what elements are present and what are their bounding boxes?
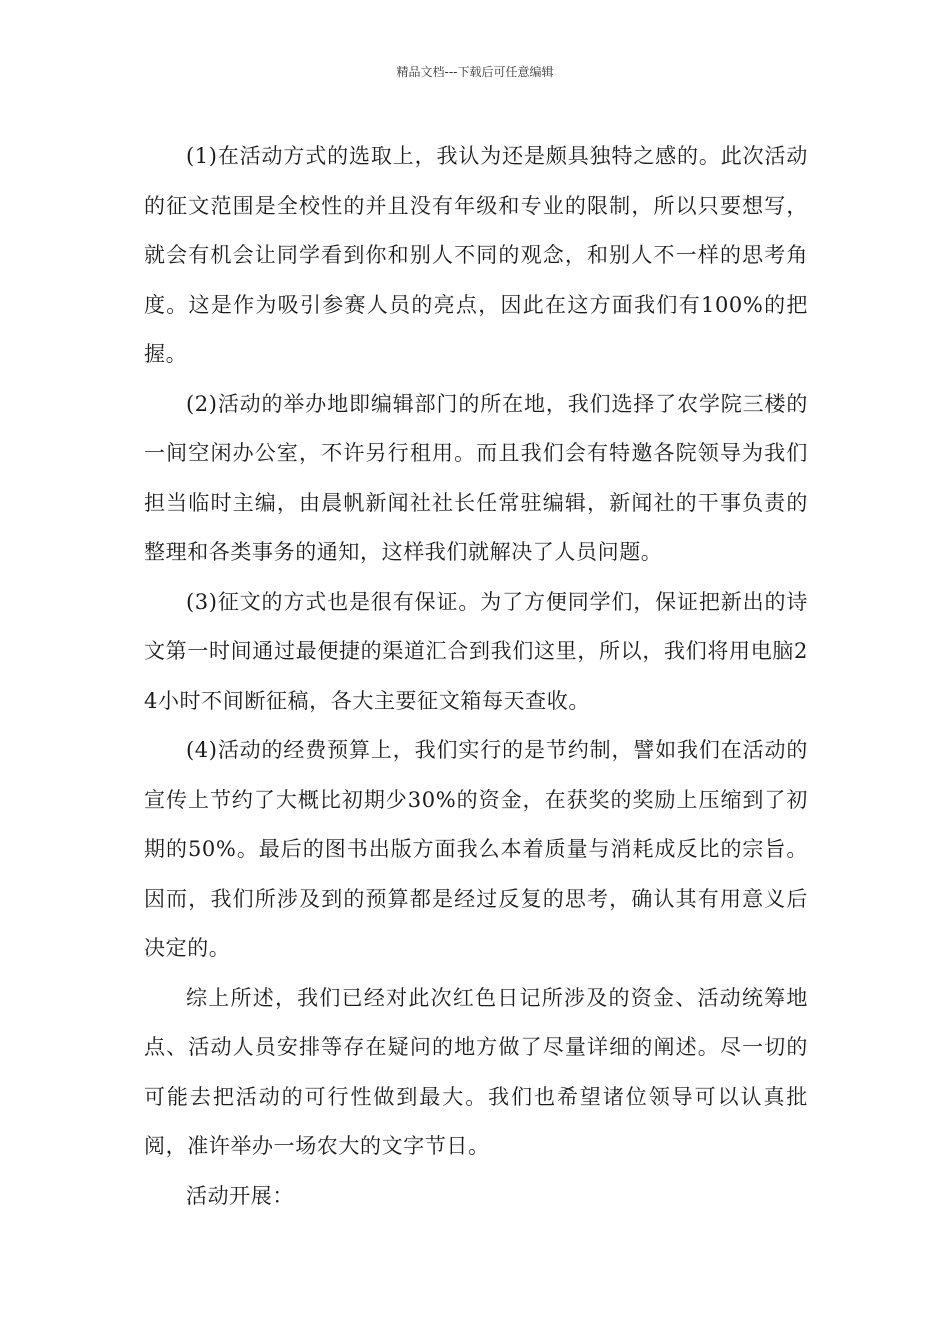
paragraph-6: 活动开展： [186,1183,294,1208]
paragraph-3: (3)征文的方式也是很有保证。为了方便同学们，保证把新出的诗文第一时间通过最便捷的渠道汇合到我们这里，所以，我们将用电脑24小时不间断征稿，各大主要征文箱每天查收。 [144,589,808,713]
paragraph-2: (2)活动的举办地即编辑部门的所在地，我们选择了农学院三楼的一间空闲办公室，不许另行租用。而且我们会有特邀各院领导为我们担当临时主编，由晨帆新闻社社长任常驻编辑，新闻社的干事负责的整理和各类事务的通知，这样我们就解决了人员问题。 [144,391,808,564]
paragraph-5: 综上所述，我们已经对此次红色日记所涉及的资金、活动统筹地点、活动人员安排等存在疑问的地方做了尽量详细的阐述。尽一切的可能去把活动的可行性做到最大。我们也希望诸位领导可以认真批阅，准许举办一场农大的文字节日。 [144,985,808,1158]
document-body [144,132,808,1221]
paragraph-4: (4)活动的经费预算上，我们实行的是节约制，譬如我们在活动的宣传上节约了大概比初期少30%的资金，在获奖的奖励上压缩到了初期的50%。最后的图书出版方面我么本着质量与消耗成反比的宗旨。因而，我们所涉及到的预算都是经过反复的思考，确认其有用意义后决定的。 [144,738,808,960]
page-header: 精品文档---下载后可任意编辑 [396,65,554,79]
paragraph-1: (1)在活动方式的选取上，我认为还是颇具独特之感的。此次活动的征文范围是全校性的并且没有年级和专业的限制，所以只要想写，就会有机会让同学看到你和别人不同的观念，和别人不一样的思考角度。这是作为吸引参赛人员的亮点，因此在这方面我们有100%的把握。 [144,144,808,366]
